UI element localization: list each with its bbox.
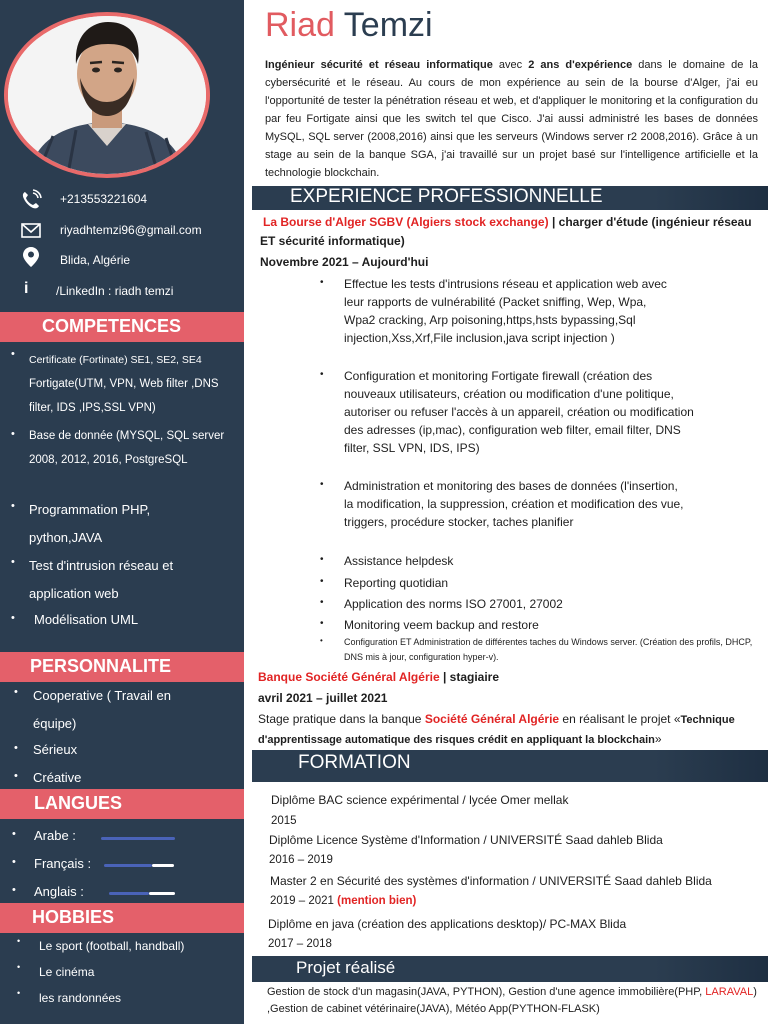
projet-title: Projet réalisé bbox=[296, 958, 396, 977]
formation-title: FORMATION bbox=[298, 752, 411, 773]
job1-header: La Bourse d'Alger SGBV (Algiers stock exchange) | charger d'étude (ingénieur réseau bbox=[263, 215, 752, 229]
phone-number[interactable]: +213553221604 bbox=[60, 192, 148, 206]
formation-date: 2016 – 2019 bbox=[269, 854, 333, 866]
personnalite-title: PERSONNALITE bbox=[30, 656, 172, 676]
task-item: Reporting quotidian bbox=[344, 576, 449, 590]
personnalite-banner bbox=[0, 652, 244, 682]
formation-date: 2015 bbox=[271, 815, 297, 827]
experience-title: EXPERIENCE PROFESSIONNELLE bbox=[290, 186, 603, 207]
task-item: Application des norms ISO 27001, 27002 bbox=[344, 597, 563, 611]
task-item: Administration et monitoring des bases de données (l'insertion, la modification, la suppression, création et modification des vue, triggers, procédure stocker, taches planifier bbox=[344, 479, 684, 529]
language-level-bar bbox=[101, 837, 175, 840]
task-item: Configuration ET Administration de différentes taches du Windows server. (Création des profils, DHCP, DNS mis à jour, configuration hyper-v). bbox=[344, 637, 753, 662]
job2-header: Banque Société Général Algérie | stagiaire bbox=[258, 670, 500, 684]
linkedin-link[interactable]: /LinkedIn : riadh temzi bbox=[56, 284, 174, 298]
langues-title: LANGUES bbox=[34, 793, 123, 813]
job2-period: avril 2021 – juillet 2021 bbox=[258, 691, 388, 705]
language-level-bar bbox=[109, 892, 149, 895]
formation-date-row: 2019 – 2021 (mention bien) bbox=[270, 895, 417, 907]
experience-banner bbox=[252, 186, 768, 210]
formation-title-item: Diplôme BAC science expérimental / lycée Omer mellak bbox=[271, 793, 569, 807]
formation-date: 2017 – 2018 bbox=[268, 938, 332, 950]
language-level-rest bbox=[149, 892, 175, 895]
competences-title: COMPETENCES bbox=[42, 316, 182, 336]
sidebar: +213553221604 riyadhtemzi96@gmail.com Blida, Algérie i /LinkedIn : riadh temzi COMPETENCES • Certificate (Fortinate) SE1, SE2, SE4 Fortigate(UTM, VPN, Web filter ,DNS filter, IDS ,IPS,SSL VPN) • Base de donnée (MYSQL, SQL server 2008, 2012, 2016, PostgreSQL • Programmation PHP, python,JAVA • Test d'intrusion réseau et application web • Modélisation UML PERSONNALITE • Cooperative ( Travail en équipe) • Sérieux • Créative LANGUES • Arabe : • Français : • Anglais : HOBBIES • Le sport (football, handball) • Le cinéma • les randonnées bbox=[0, 0, 244, 1024]
formation-title-item: Master 2 en Sécurité des systèmes d'information / UNIVERSITÉ Saad dahleb Blida bbox=[270, 874, 712, 888]
page-title: Riad Temzi bbox=[265, 6, 433, 44]
task-item: Assistance helpdesk bbox=[344, 554, 454, 568]
email-address[interactable]: riyadhtemzi96@gmail.com bbox=[60, 223, 202, 237]
formation-title-item: Diplôme Licence Système d'Information / UNIVERSITÉ Saad dahleb Blida bbox=[269, 833, 663, 847]
task-item: Effectue les tests d'intrusions réseau et application web avec leur rapports de vulnérabilité (Packet sniffing, Wep, Wpa, Wpa2 cracking, Arp poisoning,https,hsts bypassing,Sql injection,Xss,Xrf,File inclusion,java script injection ) bbox=[344, 277, 667, 345]
phone-icon bbox=[20, 189, 42, 211]
location: Blida, Algérie bbox=[60, 253, 131, 267]
language-level-rest bbox=[152, 864, 174, 867]
hobbies-banner bbox=[0, 903, 244, 933]
email-icon bbox=[20, 220, 42, 242]
competences-banner bbox=[0, 312, 244, 342]
formation-title-item: Diplôme en java (création des applications desktop)/ PC-MAX Blida bbox=[268, 917, 627, 931]
hobbies-title: HOBBIES bbox=[32, 907, 115, 927]
langues-banner bbox=[0, 789, 244, 819]
language-level-bar bbox=[104, 864, 152, 867]
job1-role-cont: ET sécurité informatique) bbox=[260, 234, 405, 248]
projet-banner bbox=[252, 956, 768, 982]
main-content: Riad Temzi Ingénieur sécurité et réseau informatique avec 2 ans d'expérience dans le domaine de la cybersécurité et le réseau. Au cours de mon expérience au sein de la bourse d'Alger, j'ai eu l'opportunité de tester la pénétration réseau et web, et d'appliquer le monitoring et la configuration du par feu Fortigate ainsi que les switch tel que Cisco. J'ai aussi administré les bases de données MySQL, SQL server (2008,2016) ainsi que les serveurs (Windows server r2 2008,2016). Grâce à un stage au sein de la banque SGA, j'ai travaillé sur un projet basé sur l'intelligence artificielle et la technologie blockchain. EXPERIENCE PROFESSIONNELLE La Bourse d'Alger SGBV (Algiers stock exchange) | charger d'étude (ingénieur réseau ET sécurité informatique) Novembre 2021 – Aujourd'hui • Effectue les tests d'intrusions réseau et application web avec leur rapports de vulnérabilité (Packet sniffing, Wep, Wpa, Wpa2 cracking, Arp poisoning,https,hsts bypassing,Sql injection,Xss,Xrf,File inclusion,java script injection ) • Configuration et monitoring Fortigate firewall (création des nouveaux utilisateurs, création ou modification d'une politique, autoriser ou refuser l'accès à un appareil, création ou modification des adresses (ip,mac), configuration web filter, email filter, DNS filter, SSL VPN, IDS, IPS) • Administration et monitoring des bases de données (l'insertion, la modification, la suppression, création et modification des vue, triggers, procédure stocker, taches planifier • Assistance helpdesk • Reporting quotidian • Application des norms ISO 27001, 27002 • Monitoring veem backup and restore • Configuration ET Administration de différentes taches du Windows server. (Création des profils, DHCP, DNS mis à jour, configuration hyper-v). Banque Société Général Algérie | stagiaire avril 2021 – juillet 2021 Stage pratique dans la banque Société Général Algérie en réalisant le projet «Technique d'apprentissage automatique des risques crédit en appliquant la blockchain» FORMATION Diplôme BAC science expérimental / lycée Omer mellak 2015 Diplôme Licence Système d'Information / UNIVERSITÉ Saad dahleb Blida 2016 – 2019 Master 2 en Sécurité des systèmes d'information / UNIVERSITÉ Saad dahleb Blida 2019 – 2021 (mention bien) Diplôme en java (création des applications desktop)/ PC-MAX Blida 2017 – 2018 Projet réalisé Gestion de stock d'un magasin(JAVA, PYTHON), Gestion d'une agence immobilière(PHP, LARAVAL) ,Gestion de cabinet vétérinaire(JAVA), Météo App(PYTHON-FLASK) bbox=[244, 0, 768, 1024]
task-item: Configuration et monitoring Fortigate firewall (création des nouveaux utilisateurs, création ou modification d'une politique, autoriser ou refuser l'accès à un appareil, création ou modification des adresses (ip,mac), configuration web filter, email filter, DNS filter, SSL VPN, IDS, IPS) bbox=[344, 369, 694, 455]
location-pin-icon bbox=[22, 246, 44, 268]
job1-period: Novembre 2021 – Aujourd'hui bbox=[260, 255, 429, 269]
task-item: Monitoring veem backup and restore bbox=[344, 618, 539, 632]
profile-summary: Ingénieur sécurité et réseau informatique avec 2 ans d'expérience dans le domaine de la cybersécurité et le réseau. Au cours de mon expérience au sein de la bourse d'Alger, j'ai eu l'opportunité de tester la pénétration réseau et web, et d'appliquer le monitoring et la configuration du par feu Fortigate ainsi que les switch tel que Cisco. J'ai aussi administré les bases de données MySQL, SQL server (2008,2016) ainsi que les serveurs (Windows server r2 2008,2016). Grâce à un stage au sein de la banque SGA, j'ai travaillé sur un projet basé sur l'intelligence artificielle et la technologie blockchain. bbox=[265, 59, 758, 179]
formation-banner bbox=[252, 750, 768, 782]
job2-description: Stage pratique dans la banque Société Général Algérie en réalisant le projet «Technique d'apprentissage automatique des risques crédit en appliquant la blockchain» bbox=[258, 712, 735, 746]
profile-photo bbox=[8, 16, 206, 174]
info-icon: i bbox=[24, 280, 29, 297]
projects-list: Gestion de stock d'un magasin(JAVA, PYTHON), Gestion d'une agence immobilière(PHP, LARAVAL) ,Gestion de cabinet vétérinaire(JAVA), Météo App(PYTHON-FLASK) bbox=[267, 986, 757, 1015]
